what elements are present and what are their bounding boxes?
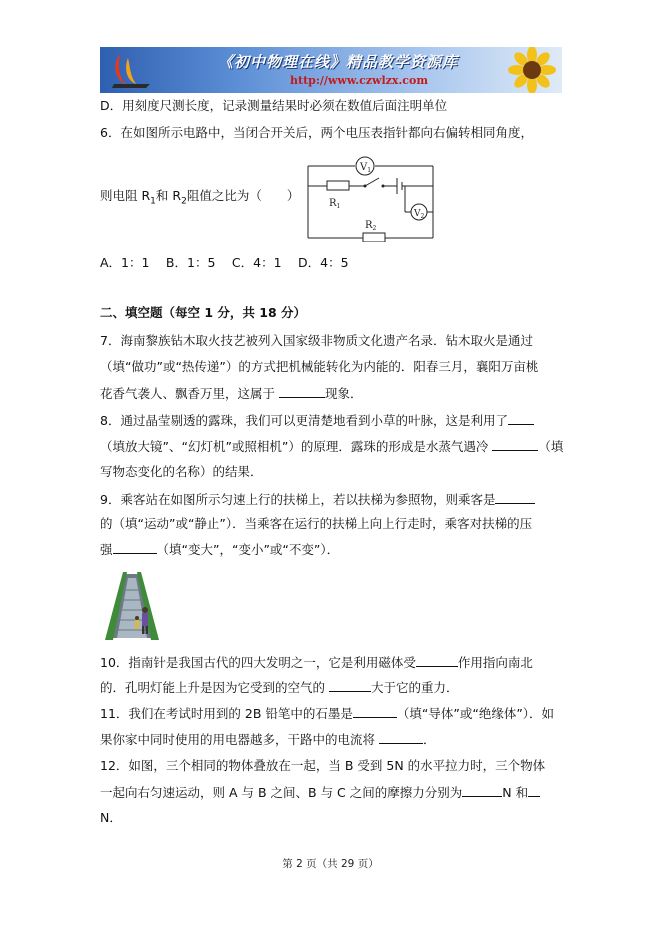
- section-2-heading: 二、填空题（每空 1 分，共 18 分）: [100, 305, 307, 320]
- label-r1: $R_1$: [329, 198, 341, 210]
- question-7-line-2: （填“做功”或“热传递”）的方式把机械能转化为内能的．阳春三月，襄阳万亩桃: [100, 359, 539, 374]
- banner-url: http://www.czwlzx.com: [290, 74, 428, 87]
- header-banner: [100, 47, 562, 93]
- answer-blank[interactable]: [492, 437, 538, 451]
- label-r2: $R_2$: [365, 220, 377, 232]
- question-8-line-2: （填放大镜”、“幻灯机”或照相机”）的原理．露珠的形成是水蒸气遇冷 （填: [100, 439, 564, 454]
- answer-blank[interactable]: [329, 678, 371, 692]
- question-10-line-2: 的．孔明灯能上升是因为它受到的空气的 大于它的重力．: [100, 680, 459, 695]
- answer-blank[interactable]: [528, 783, 540, 797]
- question-6-line-1: 6．在如图所示电路中，当闭合开关后，两个电压表指针都向右偏转相同角度，: [100, 125, 533, 140]
- label-v1: $V_1$: [360, 162, 372, 174]
- question-8-line-3: 写物态变化的名称）的结果．: [100, 464, 263, 479]
- circuit-diagram: [305, 150, 435, 242]
- site-logo-icon: [106, 50, 154, 90]
- label-v2: $V_2$: [414, 209, 425, 220]
- question-12-line-3: N．: [100, 810, 122, 825]
- question-6-line-2: 则电阻 $R_1$和 $R_2$阻值之比为（ ）: [100, 188, 300, 207]
- question-9-line-1: 9．乘客站在如图所示匀速上行的扶梯上，若以扶梯为参照物，则乘客是: [100, 490, 535, 509]
- question-7-line-1: 7．海南黎族钻木取火技艺被列入国家级非物质文化遗产名录．钻木取火是通过: [100, 333, 533, 348]
- question-11-line-1: 11．我们在考试时用到的 2B 铅笔中的石墨是 （填“导体”或“绝缘体”）．如: [100, 706, 555, 721]
- question-9-line-3: 强 （填“变大”，“变小”或“不变”）．: [100, 542, 340, 557]
- question-7-line-3: 花香气袭人、飘香万里，这属于 现象．: [100, 386, 363, 401]
- answer-blank[interactable]: [379, 730, 423, 744]
- answer-blank[interactable]: [416, 653, 458, 667]
- answer-blank[interactable]: [113, 540, 157, 554]
- answer-blank[interactable]: [495, 490, 535, 504]
- page-footer: 第 2 页（共 29 页）: [282, 858, 379, 870]
- answer-blank[interactable]: [279, 384, 325, 398]
- banner-title: 《初中物理在线》精品教学资源库: [218, 53, 459, 71]
- question-12-line-1: 12．如图，三个相同的物体叠放在一起，当 B 受到 5N 的水平拉力时，三个物体: [100, 758, 546, 773]
- answer-blank[interactable]: [462, 783, 502, 797]
- option-d-text: D．用刻度尺测长度，记录测量结果时必须在数值后面注明单位: [100, 98, 448, 113]
- sunflower-icon: [492, 47, 562, 93]
- question-10-line-1: 10．指南针是我国古代的四大发明之一，它是利用磁体受 作用指向南北: [100, 655, 533, 670]
- question-9-line-2: 的（填“运动”或“静止”）．当乘客在运行的扶梯上向上行走时，乘客对扶梯的压: [100, 516, 533, 531]
- answer-blank[interactable]: [508, 411, 534, 425]
- escalator-image: [103, 568, 161, 640]
- question-11-line-2: 果你家中同时使用的用电器越多，干路中的电流将 ．: [100, 732, 436, 747]
- answer-blank[interactable]: [353, 704, 397, 718]
- question-8-line-1: 8．通过晶莹剔透的露珠，我们可以更清楚地看到小草的叶脉，这是利用了: [100, 411, 534, 430]
- question-12-line-2: 一起向右匀速运动，则 A 与 B 之间、B 与 C 之间的摩擦力分别为 N 和: [100, 783, 540, 802]
- question-6-options: A．1：1 B．1：5 C．4：1 D．4：5: [100, 255, 349, 270]
